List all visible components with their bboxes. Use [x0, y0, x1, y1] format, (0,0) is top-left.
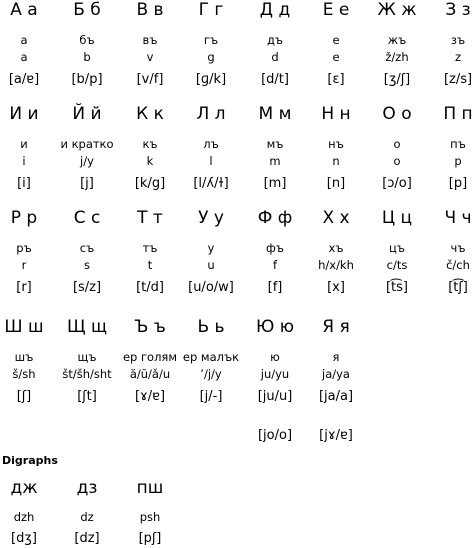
- letter-ipa: [ɔ/o]: [382, 176, 412, 191]
- letter-glyph: Н н: [321, 104, 351, 124]
- letter-glyph: У у: [198, 208, 224, 228]
- letter-ipa: [f]: [267, 280, 283, 295]
- letter-name: пъ: [450, 137, 466, 151]
- digraph-ipa: [pʃ]: [138, 531, 162, 546]
- letter-transliteration: z: [454, 50, 462, 64]
- letter-transliteration: s: [84, 258, 90, 272]
- letter-name: съ: [79, 241, 95, 255]
- letter-name: ер малък: [182, 350, 240, 364]
- letter-transliteration: a: [20, 50, 28, 64]
- digraph-glyph: пш: [136, 478, 164, 498]
- letter-name: въ: [142, 33, 158, 47]
- letter-glyph: П п: [443, 104, 473, 124]
- letter-name: мъ: [266, 137, 284, 151]
- letter-name: цъ: [389, 241, 405, 255]
- letter-transliteration: r: [21, 258, 27, 272]
- letter-glyph: О о: [382, 104, 412, 124]
- letter-ipa: [r]: [16, 280, 32, 295]
- letter-ipa-secondary: [jɤ/ɐ]: [319, 428, 353, 443]
- letter-name: я: [332, 350, 340, 364]
- letter-ipa: [a/ɐ]: [8, 72, 40, 87]
- letter-name: и кратко: [60, 137, 114, 151]
- letter-glyph: А а: [10, 0, 38, 20]
- letter-ipa: [ɡ/k]: [195, 72, 227, 87]
- letter-glyph: Б б: [73, 0, 101, 20]
- letter-glyph: Ж ж: [377, 0, 417, 20]
- letter-ipa: [p]: [448, 176, 468, 191]
- letter-name: хъ: [328, 241, 344, 255]
- letter-ipa: [ju/u]: [257, 389, 293, 404]
- letter-transliteration: p: [454, 154, 462, 168]
- letter-name: у: [207, 241, 215, 255]
- letter-name: лъ: [203, 137, 219, 151]
- letter-name: жъ: [387, 33, 407, 47]
- letter-transliteration: m: [269, 154, 281, 168]
- letter-name: ръ: [16, 241, 32, 255]
- letter-ipa: [l/ʎ/ɫ]: [193, 176, 229, 191]
- letter-ipa: [i]: [17, 176, 31, 191]
- letter-transliteration: n: [332, 154, 340, 168]
- letter-ipa: [n]: [326, 176, 346, 191]
- letter-ipa: [ɤ/ɐ]: [134, 389, 166, 404]
- letter-glyph: Л л: [196, 104, 226, 124]
- letter-transliteration: e: [332, 50, 340, 64]
- letter-ipa: [z/s]: [443, 72, 473, 87]
- letter-transliteration: j/y: [80, 154, 94, 168]
- letter-transliteration: g: [207, 50, 215, 64]
- digraph-ipa: [dʒ]: [11, 531, 37, 546]
- letter-ipa: [x]: [327, 280, 345, 295]
- letter-glyph: Й й: [72, 104, 102, 124]
- letter-name: фъ: [266, 241, 284, 255]
- letter-name: тъ: [142, 241, 158, 255]
- letter-ipa-secondary: [jo/o]: [257, 428, 293, 443]
- letter-glyph: Ш ш: [4, 317, 44, 337]
- digraph-transliteration: dzh: [13, 510, 35, 524]
- letter-ipa: [t͡ʃ]: [448, 280, 468, 295]
- letter-ipa: [m]: [263, 176, 287, 191]
- digraph-transliteration: dz: [80, 510, 94, 524]
- letter-transliteration: c/ts: [386, 258, 408, 272]
- letter-ipa: [v/f]: [136, 72, 164, 87]
- letter-glyph: Ч ч: [444, 208, 472, 228]
- letter-name: о: [393, 137, 401, 151]
- digraphs-heading: Digraphs: [2, 454, 58, 467]
- letter-name: бъ: [79, 33, 95, 47]
- digraph-glyph: дз: [76, 478, 98, 498]
- letter-ipa: [b/p]: [71, 72, 103, 87]
- letter-ipa: [t͡s]: [385, 280, 408, 295]
- letter-ipa: [d/t]: [261, 72, 289, 87]
- letter-ipa: [ja/a]: [318, 389, 354, 404]
- letter-name: нъ: [328, 137, 344, 151]
- digraph-transliteration: psh: [139, 510, 161, 524]
- letter-transliteration: ă/ŭ/ǎ/u: [129, 367, 171, 381]
- letter-name: дъ: [266, 33, 284, 47]
- letter-name: ю: [270, 350, 280, 364]
- letter-glyph: Ь ь: [197, 317, 225, 337]
- letter-transliteration: k: [146, 154, 154, 168]
- digraph-ipa: [dz]: [74, 531, 100, 546]
- letter-transliteration: o: [393, 154, 401, 168]
- letter-ipa: [t/d]: [136, 280, 164, 295]
- letter-glyph: М м: [258, 104, 292, 124]
- digraph-glyph: дж: [10, 478, 38, 498]
- letter-transliteration: b: [83, 50, 91, 64]
- letter-name: е: [332, 33, 340, 47]
- letter-name: чъ: [450, 241, 466, 255]
- letter-glyph: Т т: [137, 208, 163, 228]
- letter-glyph: И и: [9, 104, 39, 124]
- letter-name: шъ: [14, 350, 34, 364]
- letter-transliteration: t: [147, 258, 153, 272]
- letter-glyph: Я я: [322, 317, 350, 337]
- letter-transliteration: v: [146, 50, 154, 64]
- letter-ipa: [ʃt]: [77, 389, 97, 404]
- letter-glyph: Щ щ: [66, 317, 107, 337]
- letter-ipa: [ʃ]: [16, 389, 32, 404]
- letter-transliteration: ž/zh: [385, 50, 409, 64]
- letter-glyph: Г г: [198, 0, 224, 20]
- letter-ipa: [j]: [80, 176, 94, 191]
- letter-glyph: Ц ц: [381, 208, 413, 228]
- letter-glyph: В в: [136, 0, 164, 20]
- letter-name: гъ: [203, 33, 219, 47]
- letter-name: ер голям: [122, 350, 178, 364]
- letter-transliteration: št/šh/sht: [62, 367, 112, 381]
- letter-transliteration: ’/j/y: [200, 367, 222, 381]
- letter-ipa: [k/g]: [134, 176, 166, 191]
- letter-ipa: [j/-]: [199, 389, 223, 404]
- letter-ipa: [ʒ/ʃ]: [383, 72, 411, 87]
- letter-ipa: [u/o/w]: [188, 280, 234, 295]
- letter-transliteration: f: [272, 258, 278, 272]
- letter-transliteration: č/ch: [446, 258, 470, 272]
- letter-name: щъ: [77, 350, 97, 364]
- letter-transliteration: ju/yu: [260, 367, 290, 381]
- letter-transliteration: u: [207, 258, 215, 272]
- letter-transliteration: d: [271, 50, 279, 64]
- letter-glyph: Р р: [10, 208, 38, 228]
- letter-glyph: З з: [445, 0, 471, 20]
- letter-transliteration: š/sh: [12, 367, 36, 381]
- letter-glyph: Ю ю: [255, 317, 295, 337]
- letter-glyph: С с: [73, 208, 101, 228]
- letter-name: а: [20, 33, 28, 47]
- letter-glyph: Х х: [322, 208, 350, 228]
- letter-transliteration: l: [209, 154, 213, 168]
- letter-ipa: [s/z]: [72, 280, 102, 295]
- letter-transliteration: i: [22, 154, 26, 168]
- letter-name: и: [20, 137, 28, 151]
- letter-glyph: К к: [136, 104, 164, 124]
- letter-ipa: [ɛ]: [327, 72, 345, 87]
- letter-transliteration: ja/ya: [322, 367, 350, 381]
- letter-glyph: Е е: [322, 0, 350, 20]
- letter-glyph: Д д: [259, 0, 291, 20]
- letter-glyph: Ф ф: [257, 208, 293, 228]
- letter-name: зъ: [450, 33, 466, 47]
- letter-glyph: Ъ ъ: [134, 317, 166, 337]
- letter-transliteration: h/x/kh: [318, 258, 354, 272]
- letter-name: къ: [142, 137, 158, 151]
